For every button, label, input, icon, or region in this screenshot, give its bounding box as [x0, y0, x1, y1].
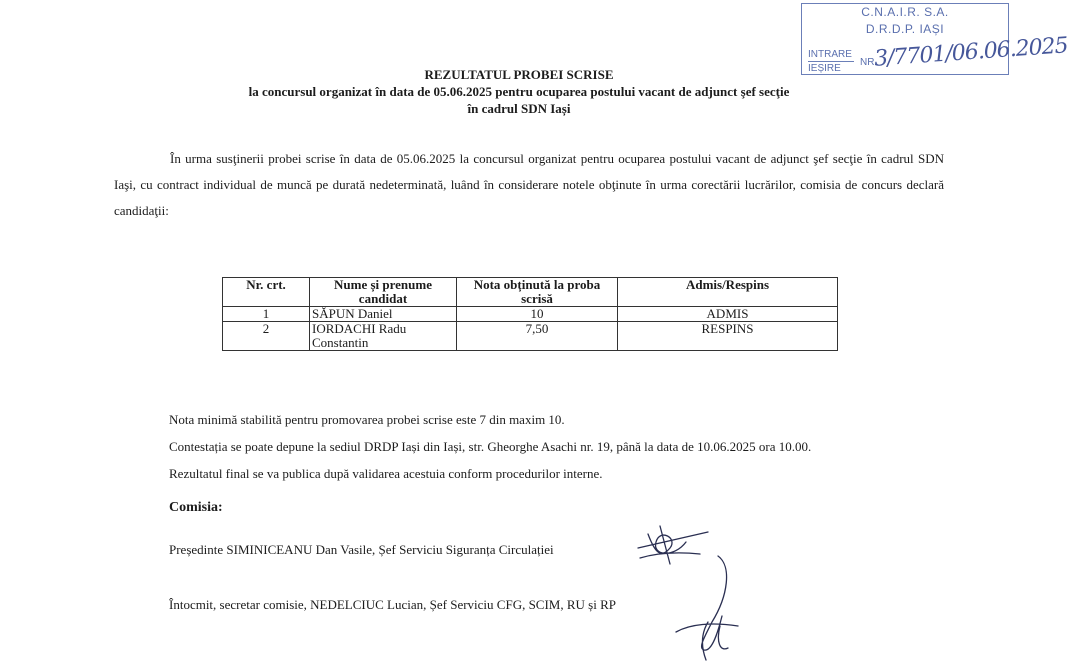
stamp-dept: D.R.D.P. IAȘI — [865, 22, 945, 36]
document-subtitle-line-1: la concursul organizat în data de 05.06.2025 pentru ocuparea postului vacant de adjunct şef secţie — [248, 84, 790, 99]
stamp-out-label: IEȘIRE — [808, 61, 854, 75]
results-table — [222, 277, 838, 351]
col-header-grade: Nota obținută la proba scrisă — [457, 278, 618, 307]
cell-result: ADMIS — [618, 307, 838, 322]
intro-text: În urma susţinerii probei scrise în data de 05.06.2025 la concursul organizat pentru ocuparea postului vacant de adjunct şef secţie în cadrul SDN Iaşi, cu contract individual de muncă pe durată nedeterminată, luând în considerare notele obţinute în urma corectării lucrărilor, comisia de concurs declară candidaţii: — [114, 151, 944, 218]
cell-grade: 7,50 — [457, 322, 618, 351]
cell-nr: 1 — [223, 307, 310, 322]
intro-paragraph — [114, 146, 944, 224]
stamp-nr-label: NR. — [860, 57, 878, 68]
stamp-handwritten-number: 3/7701/06.06.2025 — [873, 33, 1068, 72]
col-header-name: Nume și prenume candidat — [310, 278, 457, 307]
commission-heading: Comisia: — [169, 500, 223, 515]
table-row — [223, 322, 838, 351]
document-title: REZULTATUL PROBEI SCRISE — [424, 67, 614, 82]
cell-name: SĂPUN Daniel — [310, 307, 457, 322]
commission-president: Președinte SIMINICEANU Dan Vasile, Șef Serviciu Siguranța Circulației — [169, 542, 554, 557]
document-subtitle-line-2: în cadrul SDN Iași — [467, 101, 571, 116]
registration-stamp — [801, 3, 1068, 75]
cell-name: IORDACHI Radu Constantin — [310, 322, 457, 351]
table-row — [223, 307, 838, 322]
table-header-row — [223, 278, 838, 307]
cell-result: RESPINS — [618, 322, 838, 351]
note-appeal: Contestația se poate depune la sediul DRDP Iași din Iași, str. Gheorghe Asachi nr. 19, până la data de 10.06.2025 ora 10.00. — [169, 439, 812, 454]
cell-grade: 10 — [457, 307, 618, 322]
cell-nr: 2 — [223, 322, 310, 351]
note-final-result: Rezultatul final se va publica după validarea acestuia conform procedurilor interne. — [169, 466, 603, 481]
commission-secretary: Întocmit, secretar comisie, NEDELCIUC Lucian, Șef Serviciu CFG, SCIM, RU și RP — [169, 597, 617, 612]
stamp-in-label: INTRARE — [808, 49, 852, 60]
stamp-org: C.N.A.I.R. S.A. — [861, 5, 949, 19]
note-min-grade: Nota minimă stabilită pentru promovarea probei scrise este 7 din maxim 10. — [169, 412, 565, 427]
col-header-result: Admis/Respins — [618, 278, 838, 307]
col-header-nr: Nr. crt. — [223, 278, 310, 307]
secretary-signature — [668, 552, 748, 664]
